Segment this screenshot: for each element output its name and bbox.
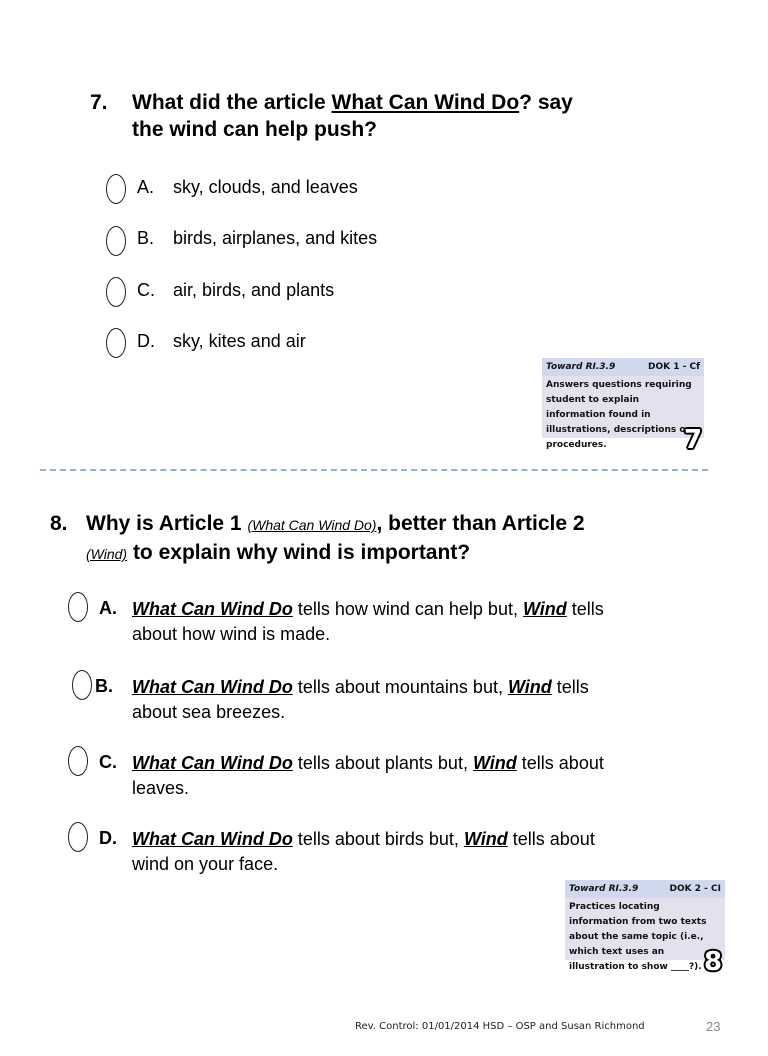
q8-option-b-end: tells xyxy=(551,677,589,697)
q8-option-a-title2: Wind xyxy=(522,599,567,619)
q7-option-b-letter: B. xyxy=(137,228,155,248)
q8-option-c-text xyxy=(132,751,712,801)
q7-option-b-text: birds, airplanes, and kites xyxy=(173,228,378,248)
q8-text1: Why is Article 1 xyxy=(86,512,248,535)
q7-article-title: What Can Wind Do xyxy=(331,91,520,114)
q8-option-b-letter: B. xyxy=(95,676,113,696)
q8-option-d-text xyxy=(132,827,712,877)
q8-option-d-line2: wind on your face. xyxy=(132,854,279,874)
q7-text-before: What did the article xyxy=(132,91,332,114)
q8-option-a-mid: tells how wind can help but, xyxy=(292,599,523,619)
q8-option-d-end: tells about xyxy=(507,829,595,849)
q8-option-b-title2: Wind xyxy=(507,677,552,697)
q8-page-mark: 8 xyxy=(704,947,723,977)
q7-option-d-letter: D. xyxy=(137,331,155,351)
q8-option-d-mid: tells about birds but, xyxy=(292,829,464,849)
q7-option-a-bubble[interactable] xyxy=(106,174,126,204)
q7-line2: the wind can help push? xyxy=(132,118,378,141)
q8-standard-box xyxy=(565,880,725,972)
q8-option-b-mid: tells about mountains but, xyxy=(292,677,508,697)
q8-option-b-bubble[interactable] xyxy=(72,670,92,700)
q7-option-b-bubble[interactable] xyxy=(106,226,126,256)
q8-standard-toward: Toward RI.3.9 xyxy=(569,884,639,894)
q8-option-b-text xyxy=(132,675,712,725)
q7-option-d-bubble[interactable] xyxy=(106,328,126,358)
q7-option-c-letter: C. xyxy=(137,280,155,300)
q7-standard-toward: Toward RI.3.9 xyxy=(546,362,616,372)
q8-option-c-line2: leaves. xyxy=(132,778,190,798)
q8-option-a-title1: What Can Wind Do xyxy=(132,599,293,619)
q8-option-c-title1: What Can Wind Do xyxy=(132,753,293,773)
q8-text3: to explain why wind is important? xyxy=(127,541,471,564)
q7-question xyxy=(132,89,692,143)
q8-option-d-title1: What Can Wind Do xyxy=(132,829,293,849)
q7-option-d-text: sky, kites and air xyxy=(173,331,306,351)
q8-option-d-title2: Wind xyxy=(463,829,508,849)
q7-text-after: ? say xyxy=(519,91,573,114)
q7-option-c-text: air, birds, and plants xyxy=(173,280,335,300)
q8-standard-desc: Practices locating information from two texts about the same topic (i.e., which text uses an illustration to show ____?). xyxy=(569,902,707,972)
q8-option-a-line2: about how wind is made. xyxy=(132,624,331,644)
q8-number: 8. xyxy=(50,512,68,535)
q7-standard-box xyxy=(542,358,704,450)
q8-article1: (What Can Wind Do) xyxy=(247,517,377,533)
q8-option-b-title1: What Can Wind Do xyxy=(132,677,293,697)
q7-standard-desc: Answers questions requiring student to explain information found in illustrations, descriptions or procedures. xyxy=(546,380,692,450)
q7-page-mark: 7 xyxy=(684,425,703,455)
q7-standard-dok: DOK 1 - Cf xyxy=(647,362,700,372)
q8-option-a-bubble[interactable] xyxy=(68,592,88,622)
q8-standard-header xyxy=(565,880,725,898)
q7-option-c-bubble[interactable] xyxy=(106,277,126,307)
q7-option-a-letter: A. xyxy=(137,177,155,197)
q8-question xyxy=(86,510,726,568)
q8-option-a-letter: A. xyxy=(99,598,117,618)
q8-article2: (Wind) xyxy=(86,546,128,562)
q8-option-c-end: tells about xyxy=(516,753,604,773)
q8-text2: , better than Article 2 xyxy=(376,512,585,535)
q8-standard-dok: DOK 2 - CI xyxy=(669,884,721,894)
q8-option-c-letter: C. xyxy=(99,752,117,772)
q8-option-b-line2: about sea breezes. xyxy=(132,702,286,722)
section-divider xyxy=(40,469,708,471)
q7-number: 7. xyxy=(90,91,108,114)
q8-option-c-title2: Wind xyxy=(472,753,517,773)
q7-standard-header xyxy=(542,358,704,376)
q8-option-a-text xyxy=(132,597,712,647)
footer-revision: Rev. Control: 01/01/2014 HSD – OSP and Susan Richmond xyxy=(355,1021,645,1032)
q8-option-d-letter: D. xyxy=(99,828,117,848)
q8-option-c-mid: tells about plants but, xyxy=(292,753,473,773)
q8-option-c-bubble[interactable] xyxy=(68,746,88,776)
footer-page-number: 23 xyxy=(706,1019,721,1034)
q8-option-a-end: tells xyxy=(566,599,604,619)
q8-option-d-bubble[interactable] xyxy=(68,822,88,852)
q7-option-a-text: sky, clouds, and leaves xyxy=(173,177,358,197)
